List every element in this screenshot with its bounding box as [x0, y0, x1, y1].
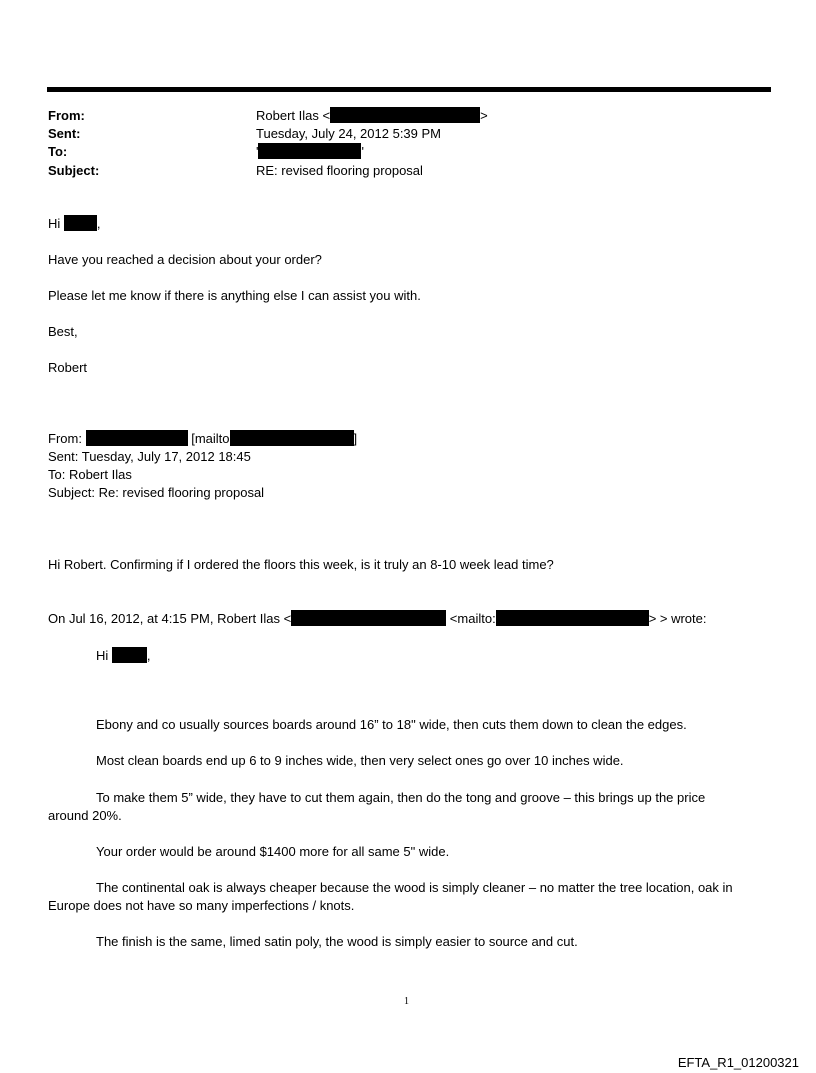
- quoted-from-line: From: [mailto ]: [48, 431, 358, 446]
- reply-name: Robert: [48, 360, 88, 375]
- quoted2-greeting: Hi ,: [96, 648, 151, 663]
- to-value: ' ': [256, 144, 364, 159]
- to-label: To:: [48, 144, 68, 159]
- sent-label: Sent:: [48, 126, 81, 141]
- reply-line-1: Have you reached a decision about your order?: [48, 252, 322, 267]
- quoted2-paragraph-5-line-2: Europe does not have so many imperfections / knots.: [48, 898, 355, 913]
- quoted-body: Hi Robert. Confirming if I ordered the floors this week, is it truly an 8-10 week lead time?: [48, 557, 554, 572]
- reply-signoff: Best,: [48, 324, 78, 339]
- reply-greeting: Hi ,: [48, 216, 101, 231]
- quoted-sent-line: Sent: Tuesday, July 17, 2012 18:45: [48, 449, 251, 464]
- quoted2-paragraph-1: Ebony and co usually sources boards around 16” to 18" wide, then cuts them down to clean the edges.: [96, 717, 687, 732]
- quoted2-paragraph-4: Your order would be around $1400 more for all same 5" wide.: [96, 844, 450, 859]
- subject-label: Subject:: [48, 163, 100, 178]
- redaction-box: [86, 430, 188, 446]
- from-label: From:: [48, 108, 85, 123]
- quoted-subject-line: Subject: Re: revised flooring proposal: [48, 485, 265, 500]
- redaction-box: [330, 107, 480, 123]
- quoted2-paragraph-3-line-1: To make them 5” wide, they have to cut them again, then do the tong and groove – this brings up the price: [96, 790, 706, 805]
- quoted2-paragraph-2: Most clean boards end up 6 to 9 inches wide, then very select ones go over 10 inches wide.: [96, 753, 624, 768]
- reply-line-2: Please let me know if there is anything else I can assist you with.: [48, 288, 421, 303]
- header-divider: [47, 87, 771, 92]
- redaction-box: [258, 143, 361, 159]
- subject-value: RE: revised flooring proposal: [256, 163, 423, 178]
- quoted2-paragraph-6: The finish is the same, limed satin poly, the wood is simply easier to source and cut.: [96, 934, 578, 949]
- redaction-box: [291, 610, 446, 626]
- page-number: 1: [404, 996, 409, 1007]
- redaction-box: [496, 610, 649, 626]
- quoted2-paragraph-5-line-1: The continental oak is always cheaper because the wood is simply cleaner – no matter the tree location, oak in: [96, 880, 733, 895]
- redaction-box: [112, 647, 147, 663]
- quoted2-intro: On Jul 16, 2012, at 4:15 PM, Robert Ilas < <mailto: > > wrote:: [48, 611, 707, 626]
- bates-number: EFTA_R1_01200321: [677, 1055, 799, 1070]
- from-value: Robert Ilas < >: [256, 108, 488, 123]
- quoted-to-line: To: Robert Ilas: [48, 467, 132, 482]
- redaction-box: [64, 215, 97, 231]
- sent-value: Tuesday, July 24, 2012 5:39 PM: [256, 126, 441, 141]
- redaction-box: [230, 430, 354, 446]
- quoted2-paragraph-3-line-2: around 20%.: [48, 808, 122, 823]
